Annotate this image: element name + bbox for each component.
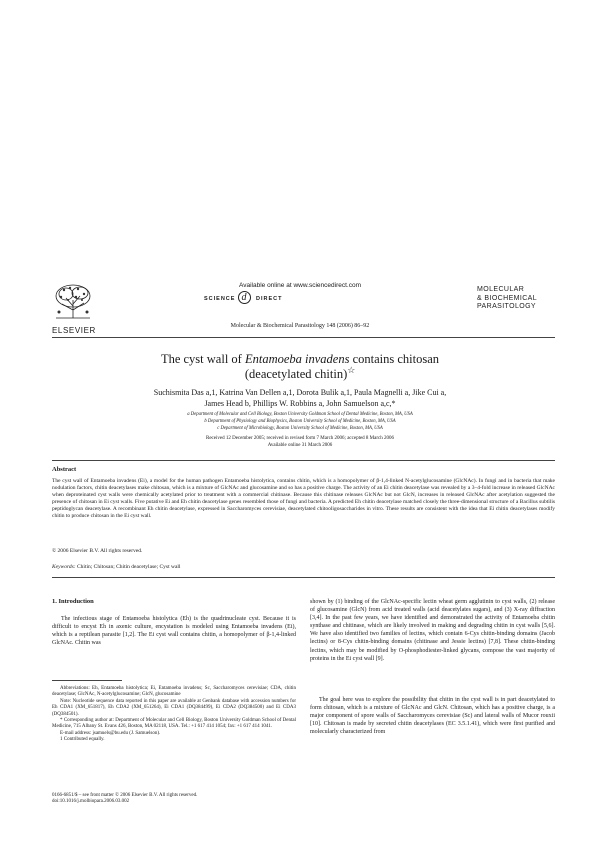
available-online-date: Available online 31 March 2006 <box>267 443 333 448</box>
abstract-text: The cyst wall of Entamoeba invadens (Ei), a model for the human pathogen Entamoeba histolytica, contains chitin, which is a homopolymer of β-1,4-linked N-acetylglucosamine (GlcNAc). In fungi and in bacteria that make nodulation factors, chitin deacetylases make chitosan, which is a mixture of GlcNAc and glucosamine and so has a positive charge. The activity of an Ei chitin deacetylase was revealed by a 3–4-fold increase in released GlcNAc when deproteinated cyst walls were chemically acetylated prior to treatment with a commercial chitinase. Because this chitinase releases GlcNAc but not GlcN, increases in released GlcNAc after acetylation suggested the presence of chitosan in Ei cyst walls. Five putative Ei and Eh chitin deacetylase genes resembled those of fungi and bacteria. A predicted Eh chitin deacetylase matched closely the three-dimensional structure of a Bacillus subtilis peptidoglycan deacetylase. A recombinant Eh chitin deacetylase, expressed in Saccharomyces cerevisiae, deacetylated chitooligosaccharides in vitro. These results are consistent with the idea that Ei chitin deacetylases modify chitin to produce chitosan in the Ei cyst wall. <box>52 478 555 519</box>
keywords <box>52 564 555 571</box>
sciencedirect-left: SCIENCE <box>204 296 236 302</box>
title-suffix: contains chitosan <box>349 352 440 366</box>
available-online: Available online at www.sciencedirect.com <box>239 282 361 289</box>
journal-logo-line1: MOLECULAR <box>477 286 525 293</box>
authors <box>60 387 540 409</box>
footnote-corresponding: * Corresponding author at: Department of Molecular and Cell Biology, Boston University Goldman School of Dental Medicine, 715 Albany St. Evans 426, Boston, MA 02118, USA. Tel.: +1 617 414 1054; fax: +1 617 414 1041. <box>52 718 296 730</box>
footnote-email: E-mail address: jsamuels@bu.edu (J. Samuelson). <box>60 730 161 736</box>
header-rule <box>52 337 555 338</box>
title-rule <box>52 460 555 461</box>
dates <box>100 435 500 449</box>
footnote-note: Note: Nucleotide sequence data reported in this paper are available at Genbank database with accession numbers for Eh CDA1 (XM_651817), Eh CDA2 (XM_651264), Ei CDA1 (DQ384499), Ei CDA2 (DQ384500) and Ei CDA3 (DQ384501). <box>52 698 296 717</box>
keywords-list: Chitin; Chitosan; Chitin deacetylase; Cyst wall <box>77 564 181 570</box>
abstract-copyright: © 2006 Elsevier B.V. All rights reserved. <box>52 548 143 554</box>
affiliations <box>80 412 520 432</box>
footer-doi[interactable]: doi:10.1016/j.molbiopara.2006.03.002 <box>52 799 130 805</box>
elsevier-tree-icon <box>52 282 94 320</box>
sciencedirect-logo <box>190 292 410 306</box>
footer <box>52 793 352 806</box>
journal-logo-line2: & BIOCHEMICAL <box>477 294 538 302</box>
affiliation-a: a Department of Molecular and Cell Biology, Boston University Goldman School of Dental Medicine, Boston, MA, USA <box>187 412 413 417</box>
footnote-abbreviations: Abbreviations: Eh, Entamoeba histolytica; Ei, Entamoeba invadens; Sc, Saccharomyces cerevisiae; CDA, chitin deacetylase; GlcNAc, N-acetylglucosamine; GlcN, glucosamine <box>52 686 296 698</box>
received-dates: Received 12 December 2005; received in revised form 7 March 2006; accepted 8 March 2006 <box>206 436 394 441</box>
authors-line1: Suchismita Das a,1, Katrina Van Dellen a,1, Dorota Bulik a,1, Paula Magnelli a, Jike Cui a, <box>153 388 447 397</box>
journal-logo <box>477 286 557 312</box>
section-heading-introduction: 1. Introduction <box>52 598 94 605</box>
abstract-rule <box>52 577 555 578</box>
footer-issn: 0166-6851/$ – see front matter © 2006 Elsevier B.V. All rights reserved. <box>52 793 198 798</box>
title-prefix: The cyst wall of <box>160 352 245 366</box>
affiliation-b: b Department of Physiology and Biophysics, Boston University School of Medicine, Boston, MA, USA <box>204 418 396 424</box>
journal-citation: Molecular & Biochemical Parasitology 148 (2006) 86–92 <box>230 323 370 329</box>
intro-left-paragraph: The infectious stage of Entamoeba histolytica (Eh) is the quadrinucleate cyst. Because it is difficult to encyst Eh in axenic culture, encystation is modeled using Entamoeba invadens (Ei), which is a reptilean parasite [1,2]. The Ei cyst wall contains chitin, a homopolymer of β-1,4-linked GlcNAc. Chitin was <box>52 616 296 647</box>
sciencedirect-right: DIRECT <box>256 296 283 302</box>
intro-right-paragraph-2: The goal here was to explore the possibility that chitin in the cyst wall is in part deacetylated to form chitosan, which is a mixture of GlcNAc and GlcN. Chitosan, which has a positive charge, is a major component of spore walls of Saccharomyces cerevisiae (Sc) and lateral walls of Mucor rouxii [10]. Chitosan is made by secreted chitin deacetylases (EC 3.5.1.41), which were first purified and molecularly characterized from <box>310 697 555 736</box>
elsevier-logo <box>52 282 96 335</box>
title-italic: Entamoeba invadens <box>244 352 350 366</box>
title-line2: (deacetylated chitin) <box>244 367 348 381</box>
title-star-mark: ☆ <box>347 364 356 375</box>
footnote-rule <box>52 680 122 681</box>
sciencedirect-mark-icon: d <box>238 291 251 304</box>
authors-line2: James Head b, Phillips W. Robbins a, John Samuelson a,c,* <box>204 399 396 408</box>
footnote-contributed: 1 Contributed equally. <box>60 737 105 743</box>
journal-logo-line3: PARASITOLOGY <box>477 303 537 310</box>
affiliation-c: c Department of Microbiology, Boston University School of Medicine, Boston, MA, USA <box>217 425 383 431</box>
keywords-label: Keywords: <box>52 564 76 570</box>
publisher-name: ELSEVIER <box>52 326 96 335</box>
article-title <box>80 352 520 382</box>
abstract-heading: Abstract <box>52 466 77 473</box>
footnotes <box>52 686 296 744</box>
intro-right-paragraph-1: shown by (1) binding of the GlcNAc-specific lectin wheat germ agglutinin to cyst walls, (2) release of glucosamine (GlcN) from acid treated walls (acid deacetylates sugars), and (3) X-ray diffraction [3,4]. In the past few years, we have identified and demonstrated the activity of Entamoeba chitin synthase and chitinase, which are likely involved in making and degrading chitin in cyst walls [5,6]. We have also identified two families of lectins, which contain 6-Cys chitin-binding domains (Jacob lectins) or 8-Cys chitin-binding domains (chitinase and Jessie lectins) [7,8]. These chitin-binding lectins, which may be modified by O-phosphodiester-linked glycans, compose the vast majority of proteins in the Ei cyst wall [9]. <box>310 599 555 662</box>
